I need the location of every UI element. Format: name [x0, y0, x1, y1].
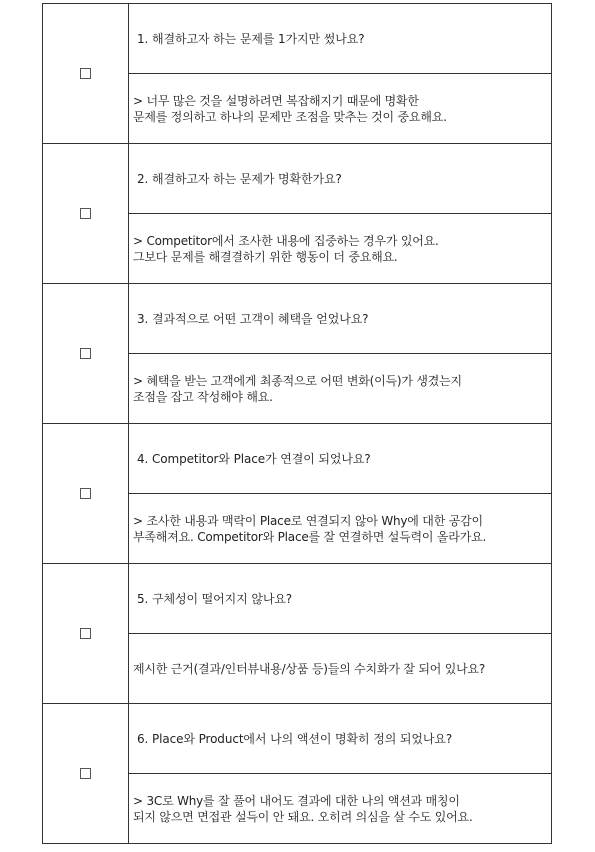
checklist-row-5-question [43, 564, 552, 634]
description-5 [129, 634, 552, 704]
question-1: 1. 해결하고자 하는 문제를 1가지만 썼나요? [129, 4, 552, 74]
checkbox-4[interactable] [80, 488, 91, 499]
description-1-line-2: 문제를 정의하고 하나의 문제만 조점을 맞추는 것이 중요해요. [133, 109, 447, 124]
description-3-line-2: 조점을 잡고 작성해야 해요. [133, 389, 273, 404]
checkbox-1[interactable] [80, 68, 91, 79]
checklist-row-3-question [43, 284, 552, 354]
checklist-table [42, 3, 552, 844]
description-4-line-2: 부족해져요. Competitor와 Place를 잘 연결하면 설득력이 올라가요. [133, 529, 487, 544]
description-1-line-1: > 너무 많은 것을 설명하려면 복잡해지기 때문에 명확한 [133, 93, 419, 108]
checkbox-cell-3 [43, 284, 129, 424]
checkbox-cell-4 [43, 424, 129, 564]
question-6: 6. Place와 Product에서 나의 액션이 명확히 정의 되었나요? [129, 704, 552, 774]
checkbox-cell-5 [43, 564, 129, 704]
question-2: 2. 해결하고자 하는 문제가 명확한가요? [129, 144, 552, 214]
description-4 [129, 494, 552, 564]
description-6-line-1: > 3C로 Why를 잘 풀어 내어도 결과에 대한 나의 액션과 매칭이 [133, 793, 460, 808]
description-1 [129, 74, 552, 144]
description-2 [129, 214, 552, 284]
description-5-line-1: 제시한 근거(결과/인터뷰내용/상품 등)들의 수치화가 잘 되어 있나요? [133, 661, 486, 676]
checkbox-3[interactable] [80, 348, 91, 359]
checkbox-cell-2 [43, 144, 129, 284]
description-3 [129, 354, 552, 424]
description-6 [129, 774, 552, 844]
checkbox-2[interactable] [80, 208, 91, 219]
description-2-line-1: > Competitor에서 조사한 내용에 집중하는 경우가 있어요. [133, 233, 439, 248]
question-5: 5. 구체성이 떨어지지 않나요? [129, 564, 552, 634]
description-3-line-1: > 혜택을 받는 고객에게 최종적으로 어떤 변화(이득)가 생겼는지 [133, 373, 462, 388]
checkbox-cell-6 [43, 704, 129, 844]
checklist-row-1-question [43, 4, 552, 74]
checklist-row-4-question [43, 424, 552, 494]
checkbox-cell-1 [43, 4, 129, 144]
description-6-line-2: 되지 않으면 면접관 설득이 안 돼요. 오히려 의심을 살 수도 있어요. [133, 809, 473, 824]
description-4-line-1: > 조사한 내용과 맥락이 Place로 연결되지 않아 Why에 대한 공감이 [133, 513, 483, 528]
checklist-row-6-question [43, 704, 552, 774]
question-3: 3. 결과적으로 어떤 고객이 혜택을 얻었나요? [129, 284, 552, 354]
question-4: 4. Competitor와 Place가 연결이 되었나요? [129, 424, 552, 494]
checklist-row-2-question [43, 144, 552, 214]
checkbox-6[interactable] [80, 768, 91, 779]
checkbox-5[interactable] [80, 628, 91, 639]
description-2-line-2: 그보다 문제를 해결결하기 위한 행동이 더 중요해요. [133, 249, 398, 264]
